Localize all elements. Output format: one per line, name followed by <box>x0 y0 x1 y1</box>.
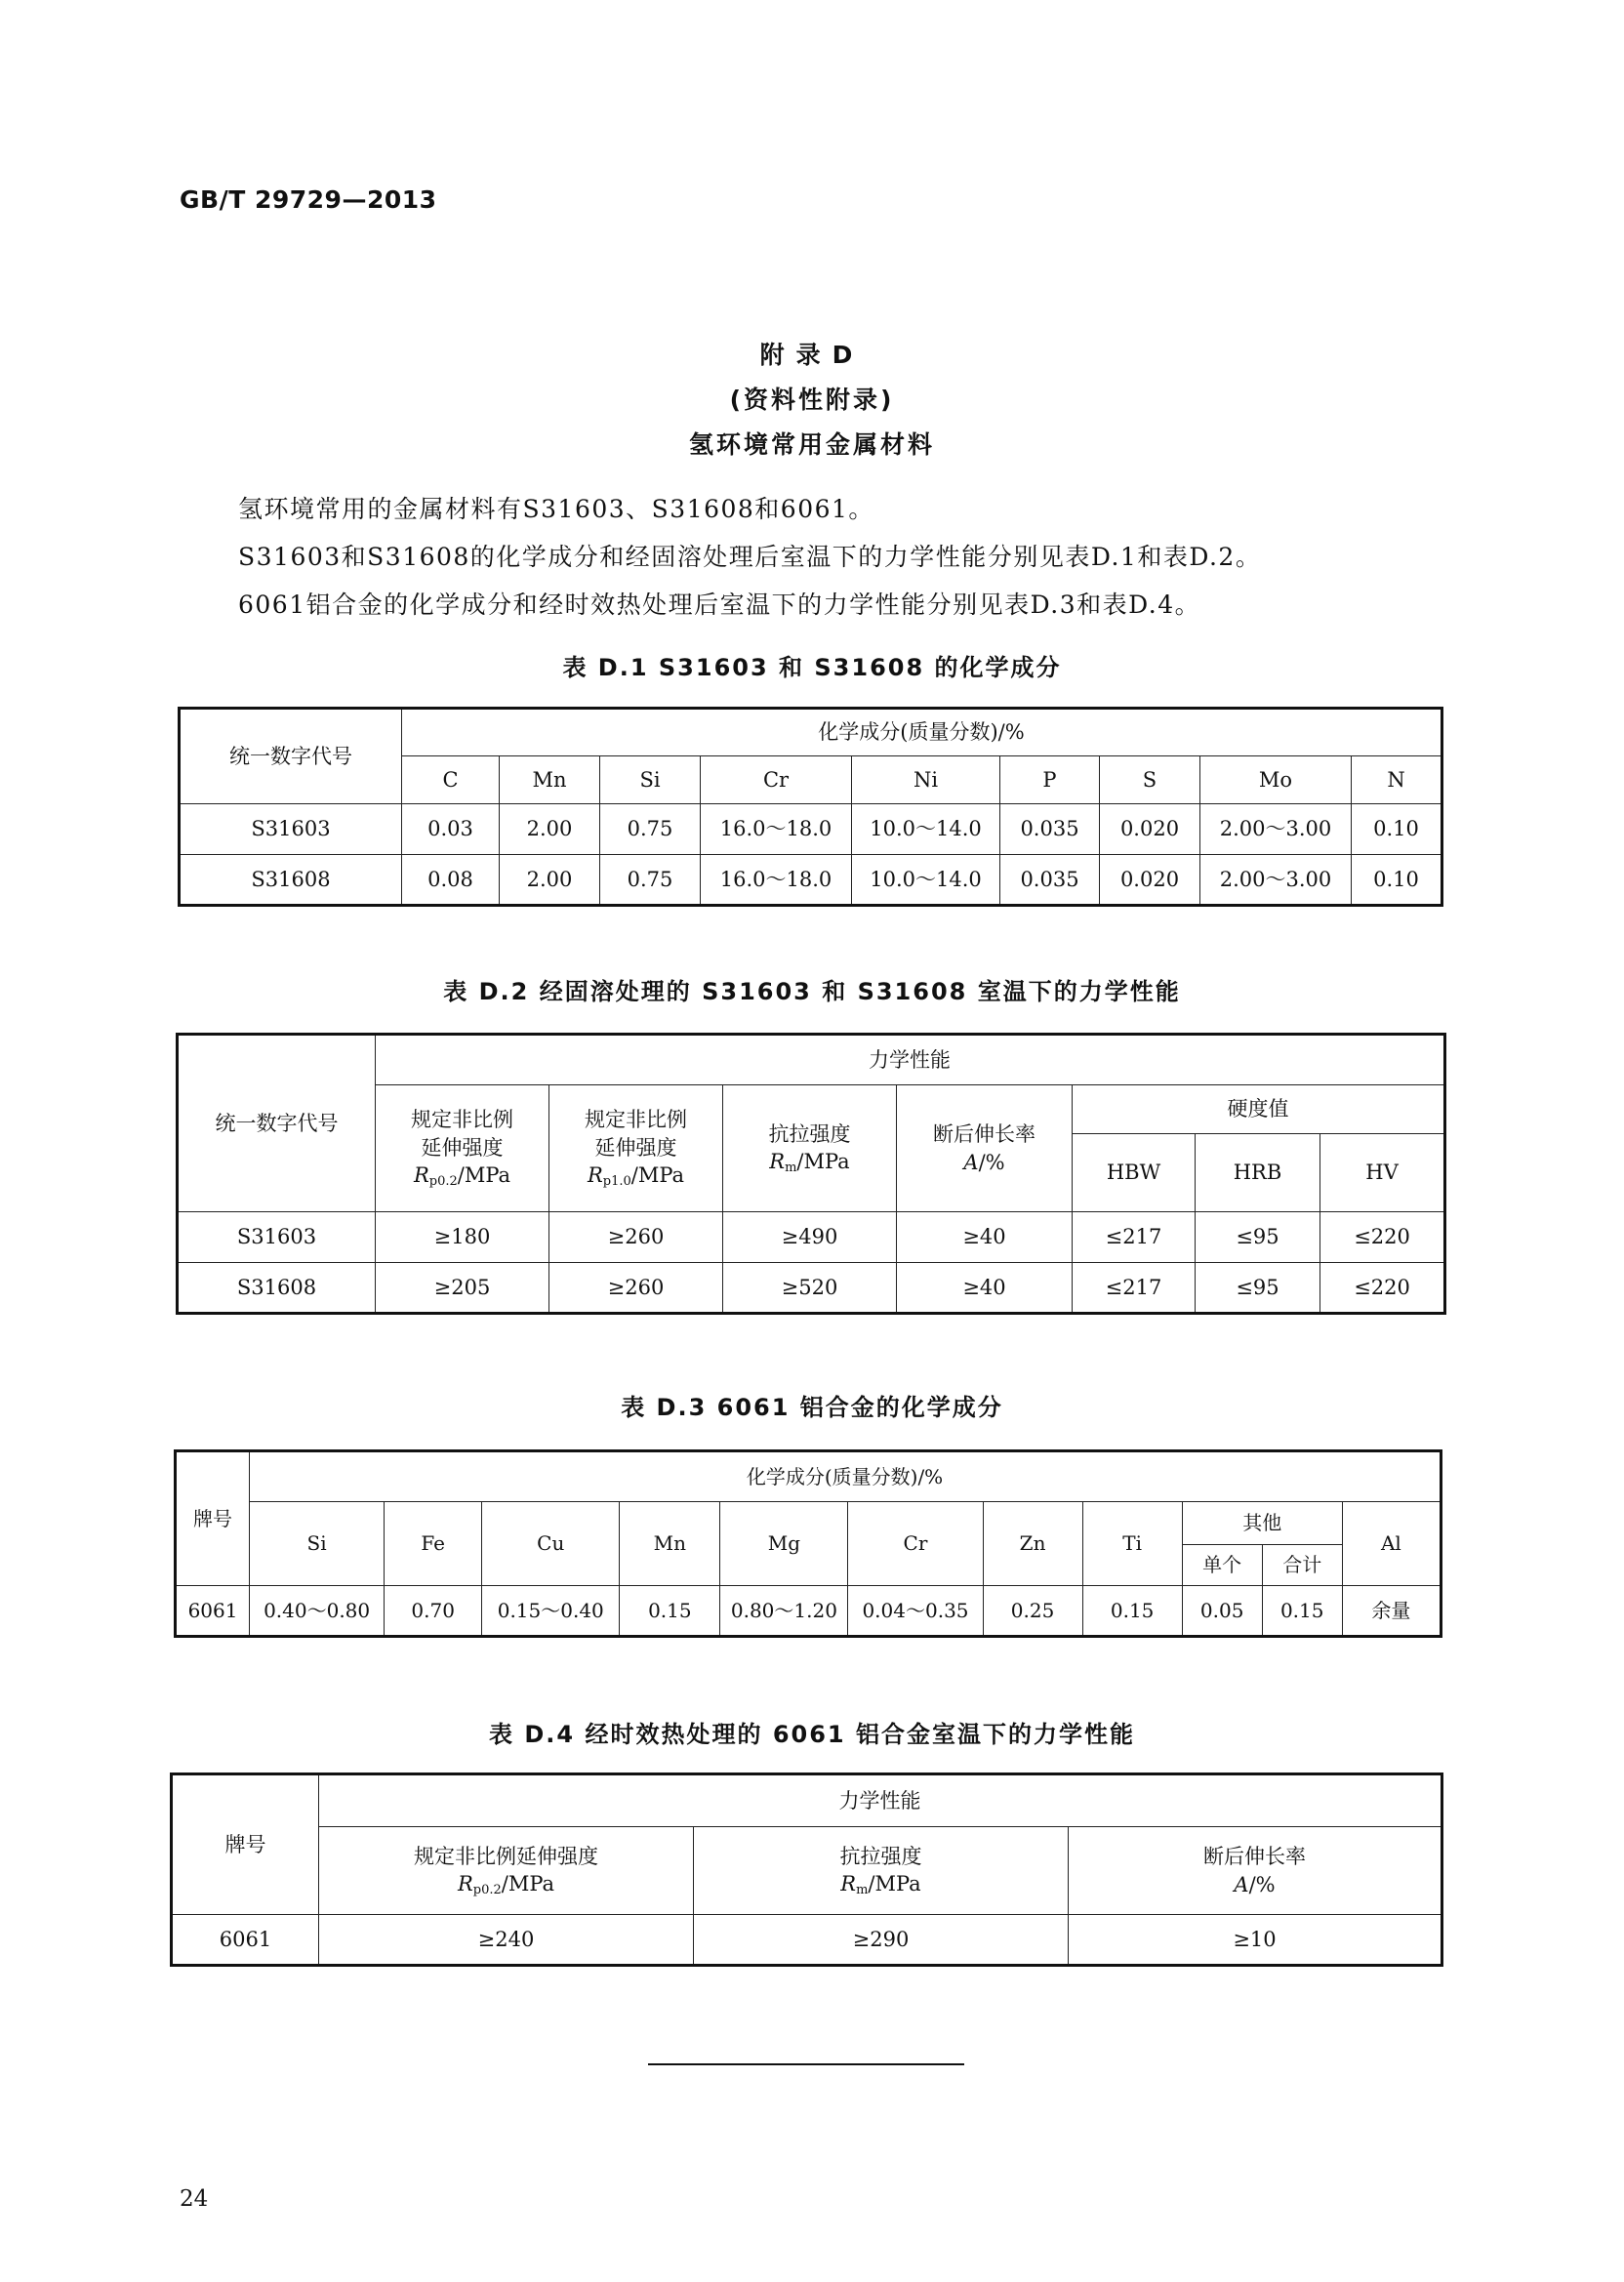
table-d3-other-header: 其他 <box>1182 1502 1342 1545</box>
table-cell: 0.70 <box>385 1586 482 1637</box>
table-cell: ≤217 <box>1073 1212 1196 1263</box>
table-row <box>176 1586 1441 1637</box>
table-d3 <box>174 1449 1442 1638</box>
table-cell: 6061 <box>172 1915 319 1966</box>
table-d1-row-header: 统一数字代号 <box>180 709 402 804</box>
table-row <box>178 1212 1445 1263</box>
table-cell: 0.08 <box>402 855 500 906</box>
table-row <box>172 1915 1442 1966</box>
paragraph-2: S31603和S31608的化学成分和经固溶处理后室温下的力学性能分别见表D.1和表D.2。 <box>238 543 1262 571</box>
table-cell: ≥205 <box>376 1263 549 1314</box>
table-cell: 2.00～3.00 <box>1200 804 1352 855</box>
table-cell: 0.035 <box>1000 855 1100 906</box>
standard-code: GB/T 29729—2013 <box>180 185 437 214</box>
table-d2 <box>176 1033 1446 1315</box>
table-d1-col-header: Cr <box>701 756 852 804</box>
table-cell: 0.15 <box>1082 1586 1182 1637</box>
annex-type: (资料性附录) <box>729 386 895 414</box>
annex-name: 氢环境常用金属材料 <box>688 430 935 459</box>
table-cell: 0.04～0.35 <box>848 1586 983 1637</box>
table-cell: 10.0～14.0 <box>852 855 1000 906</box>
table-cell: 16.0～18.0 <box>701 804 852 855</box>
table-cell: ≥10 <box>1069 1915 1442 1966</box>
table-cell: 16.0～18.0 <box>701 855 852 906</box>
table-d4-col-rm: 抗拉强度 $R_m$/MPa <box>694 1827 1069 1915</box>
table-d1-group-header: 化学成分(质量分数)/% <box>402 709 1442 756</box>
table-d4-col-a: 断后伸长率 A/% <box>1069 1827 1442 1915</box>
table-cell: ≥180 <box>376 1212 549 1263</box>
page-number: 24 <box>180 2186 209 2212</box>
table-d4-row-header: 牌号 <box>172 1774 319 1915</box>
table-cell: ≥240 <box>319 1915 694 1966</box>
table-row <box>180 804 1442 855</box>
table-cell: 0.020 <box>1100 855 1200 906</box>
table-cell: 0.40～0.80 <box>250 1586 385 1637</box>
paragraph-3: 6061铝合金的化学成分和经时效热处理后室温下的力学性能分别见表D.3和表D.4。 <box>238 591 1201 619</box>
table-row <box>178 1263 1445 1314</box>
table-cell: S31608 <box>180 855 402 906</box>
table-row <box>180 855 1442 906</box>
table-cell: 0.10 <box>1352 804 1442 855</box>
table-d3-other-col: 合计 <box>1262 1545 1342 1586</box>
table-d3-other-col: 单个 <box>1182 1545 1262 1586</box>
table-cell: 余量 <box>1342 1586 1441 1637</box>
table-d4-caption: 表 D.4 经时效热处理的 6061 铝合金室温下的力学性能 <box>489 1721 1135 1748</box>
table-cell: 0.10 <box>1352 855 1442 906</box>
table-d2-row-header: 统一数字代号 <box>178 1035 376 1212</box>
table-d1-col-header: Mn <box>500 756 600 804</box>
table-d1-col-header: N <box>1352 756 1442 804</box>
table-d3-col-header: Si <box>250 1502 385 1586</box>
annex-title: 附录D <box>759 341 865 369</box>
table-d1-col-header: S <box>1100 756 1200 804</box>
paragraph-1: 氢环境常用的金属材料有S31603、S31608和6061。 <box>238 495 874 523</box>
table-cell: 0.15 <box>1262 1586 1342 1637</box>
table-cell: 2.00 <box>500 804 600 855</box>
table-cell: 10.0～14.0 <box>852 804 1000 855</box>
table-cell: ≥490 <box>723 1212 897 1263</box>
table-cell: 0.15～0.40 <box>482 1586 620 1637</box>
table-d1-col-header: Mo <box>1200 756 1352 804</box>
table-d3-row-header: 牌号 <box>176 1451 250 1586</box>
table-cell: ≥260 <box>549 1263 723 1314</box>
table-d3-caption: 表 D.3 6061 铝合金的化学成分 <box>621 1394 1003 1421</box>
table-d4-group-header: 力学性能 <box>319 1774 1442 1827</box>
table-d3-col-header: Cr <box>848 1502 983 1586</box>
table-cell: 0.15 <box>620 1586 720 1637</box>
table-d3-col-header: Zn <box>983 1502 1082 1586</box>
table-d3-col-header: Cu <box>482 1502 620 1586</box>
table-d1-col-header: Si <box>600 756 701 804</box>
table-d3-col-header: Fe <box>385 1502 482 1586</box>
table-cell: S31603 <box>180 804 402 855</box>
table-cell: 6061 <box>176 1586 250 1637</box>
table-d1-col-header: Ni <box>852 756 1000 804</box>
table-cell: ≤95 <box>1196 1212 1320 1263</box>
table-cell: ≤95 <box>1196 1263 1320 1314</box>
table-d2-hardness-col: HV <box>1320 1134 1445 1212</box>
table-cell: ≥520 <box>723 1263 897 1314</box>
end-rule <box>648 2063 964 2065</box>
table-cell: ≤220 <box>1320 1263 1445 1314</box>
table-cell: 0.05 <box>1182 1586 1262 1637</box>
table-d1-col-header: P <box>1000 756 1100 804</box>
table-cell: 0.75 <box>600 804 701 855</box>
table-d4 <box>170 1773 1443 1967</box>
table-d3-col-header: Mg <box>720 1502 848 1586</box>
table-d3-al-header: Al <box>1342 1502 1441 1586</box>
table-d2-col-rp10: 规定非比例 延伸强度 $R_{p1.0}$/MPa <box>549 1085 723 1212</box>
table-d2-group-header: 力学性能 <box>376 1035 1445 1085</box>
table-d2-col-rp02: 规定非比例 延伸强度 $R_{p0.2}$/MPa <box>376 1085 549 1212</box>
table-cell: 0.035 <box>1000 804 1100 855</box>
table-d1-col-header: C <box>402 756 500 804</box>
table-cell: ≥40 <box>897 1212 1073 1263</box>
table-cell: ≥260 <box>549 1212 723 1263</box>
table-d2-hardness-col: HRB <box>1196 1134 1320 1212</box>
table-cell: ≥40 <box>897 1263 1073 1314</box>
table-d2-caption: 表 D.2 经固溶处理的 S31603 和 S31608 室温下的力学性能 <box>443 978 1181 1005</box>
table-d2-hardness-col: HBW <box>1073 1134 1196 1212</box>
table-cell: ≥290 <box>694 1915 1069 1966</box>
table-d1-caption: 表 D.1 S31603 和 S31608 的化学成分 <box>562 654 1062 681</box>
table-d3-group-header: 化学成分(质量分数)/% <box>250 1451 1441 1502</box>
table-cell: 0.75 <box>600 855 701 906</box>
table-d3-col-header: Mn <box>620 1502 720 1586</box>
table-cell: 2.00～3.00 <box>1200 855 1352 906</box>
table-d3-col-header: Ti <box>1082 1502 1182 1586</box>
table-d1 <box>178 707 1443 907</box>
table-d2-col-rm: 抗拉强度 $R_m$/MPa <box>723 1085 897 1212</box>
table-cell: S31603 <box>178 1212 376 1263</box>
table-cell: 0.80～1.20 <box>720 1586 848 1637</box>
table-cell: ≤220 <box>1320 1212 1445 1263</box>
table-cell: 0.020 <box>1100 804 1200 855</box>
table-cell: ≤217 <box>1073 1263 1196 1314</box>
table-cell: 0.25 <box>983 1586 1082 1637</box>
table-d2-hardness-header: 硬度值 <box>1073 1085 1445 1134</box>
table-cell: 2.00 <box>500 855 600 906</box>
table-cell: 0.03 <box>402 804 500 855</box>
table-d2-col-a: 断后伸长率 A/% <box>897 1085 1073 1212</box>
table-cell: S31608 <box>178 1263 376 1314</box>
table-d4-col-rp02: 规定非比例延伸强度 $R_{p0.2}$/MPa <box>319 1827 694 1915</box>
